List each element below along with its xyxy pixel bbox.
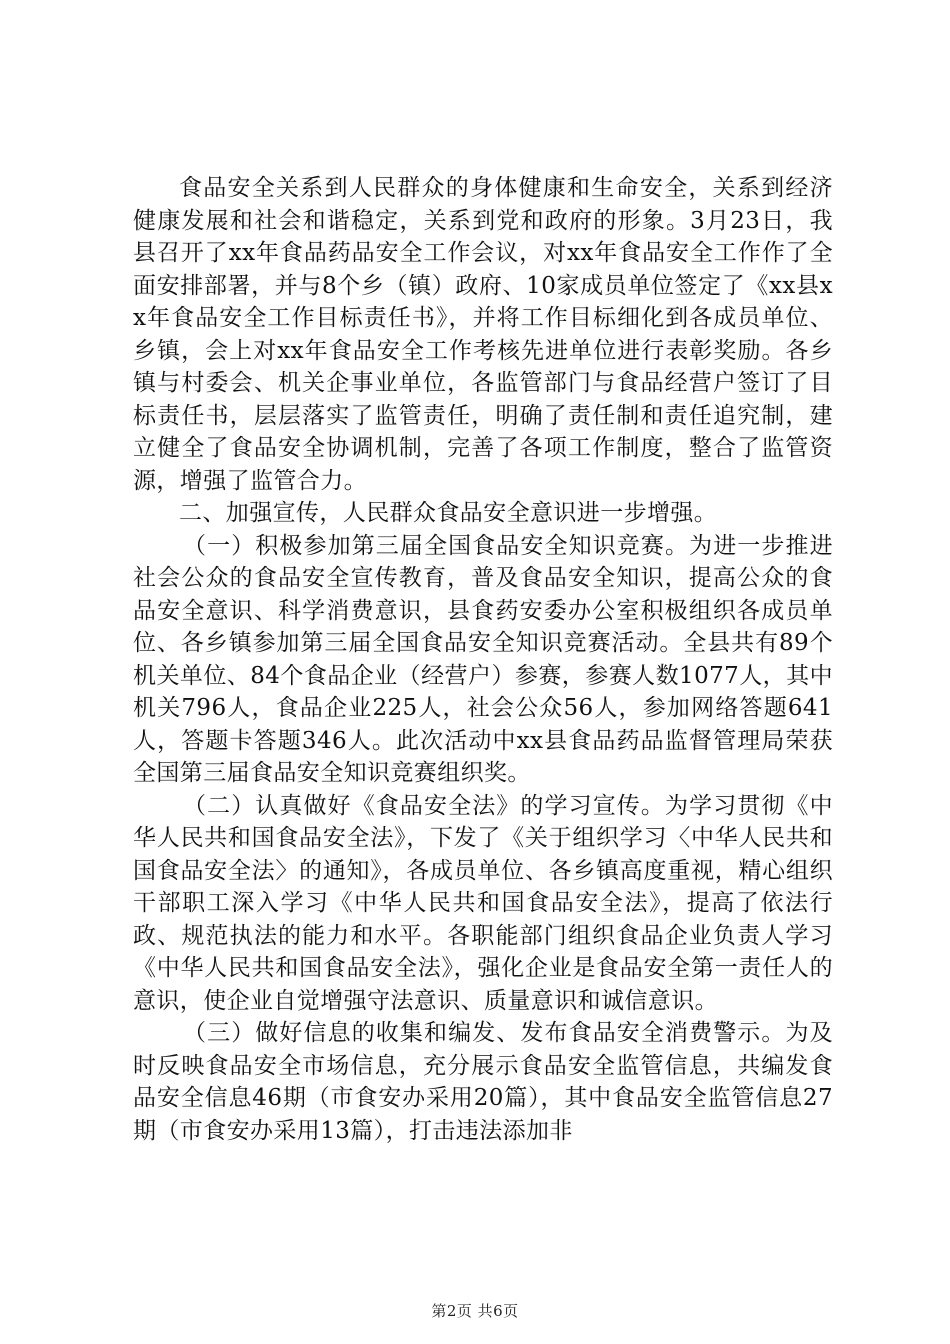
paragraph-information-collection: （三）做好信息的收集和编发、发布食品安全消费警示。为及时反映食品安全市场信息，充分展示食品安全监管信息，共编发食品安全信息46期（市食安办采用20篇），其中食品安全监管信息27期（市食安办采用13篇），打击违法添加非 — [133, 1020, 833, 1144]
page-footer: 第2页 共6页 — [431, 1302, 519, 1320]
section-heading-publicity: 二、加强宣传，人民群众食品安全意识进一步增强。 — [179, 500, 718, 526]
paragraph-food-safety-responsibility: 食品安全关系到人民群众的身体健康和生命安全，关系到经济健康发展和社会和谐稳定，关系到党和政府的形象。3月23日，我县召开了xx年食品药品安全工作会议，对xx年食品安全工作作了全面安排部署，并与8个乡（镇）政府、10家成员单位签定了《xx县xx年食品安全工作目标责任书》，并将工作目标细化到各成员单位、乡镇，会上对xx年食品安全工作考核先进单位进行表彰奖励。各乡镇与村委会、机关企事业单位，各监管部门与食品经营户签订了目标责任书，层层落实了监管责任，明确了责任制和责任追究制，建立健全了食品安全协调机制，完善了各项工作制度，整合了监管资源，增强了监管合力。 — [133, 175, 833, 494]
document-body — [133, 172, 833, 1147]
paragraph-food-safety-law-study: （二）认真做好《食品安全法》的学习宣传。为学习贯彻《中华人民共和国食品安全法》，下发了《关于组织学习〈中华人民共和国食品安全法〉的通知》，各成员单位、各乡镇高度重视，精心组织干部职工深入学习《中华人民共和国食品安全法》，提高了依法行政、规范执法的能力和水平。各职能部门组织食品企业负责人学习《中华人民共和国食品安全法》，强化企业是食品安全第一责任人的意识，使企业自觉增强守法意识、质量意识和诚信意识。 — [133, 792, 833, 1014]
paragraph-knowledge-contest: （一）积极参加第三届全国食品安全知识竞赛。为进一步推进社会公众的食品安全宣传教育，普及食品安全知识，提高公众的食品安全意识、科学消费意识，县食药安委办公室积极组织各成员单位、各乡镇参加第三届全国食品安全知识竞赛活动。全县共有89个机关单位、84个食品企业（经营户）参赛，参赛人数1077人，其中机关796人，食品企业225人，社会公众56人，参加网络答题641人，答题卡答题346人。此次活动中xx县食品药品监督管理局荣获全国第三届食品安全知识竞赛组织奖。 — [133, 532, 833, 786]
